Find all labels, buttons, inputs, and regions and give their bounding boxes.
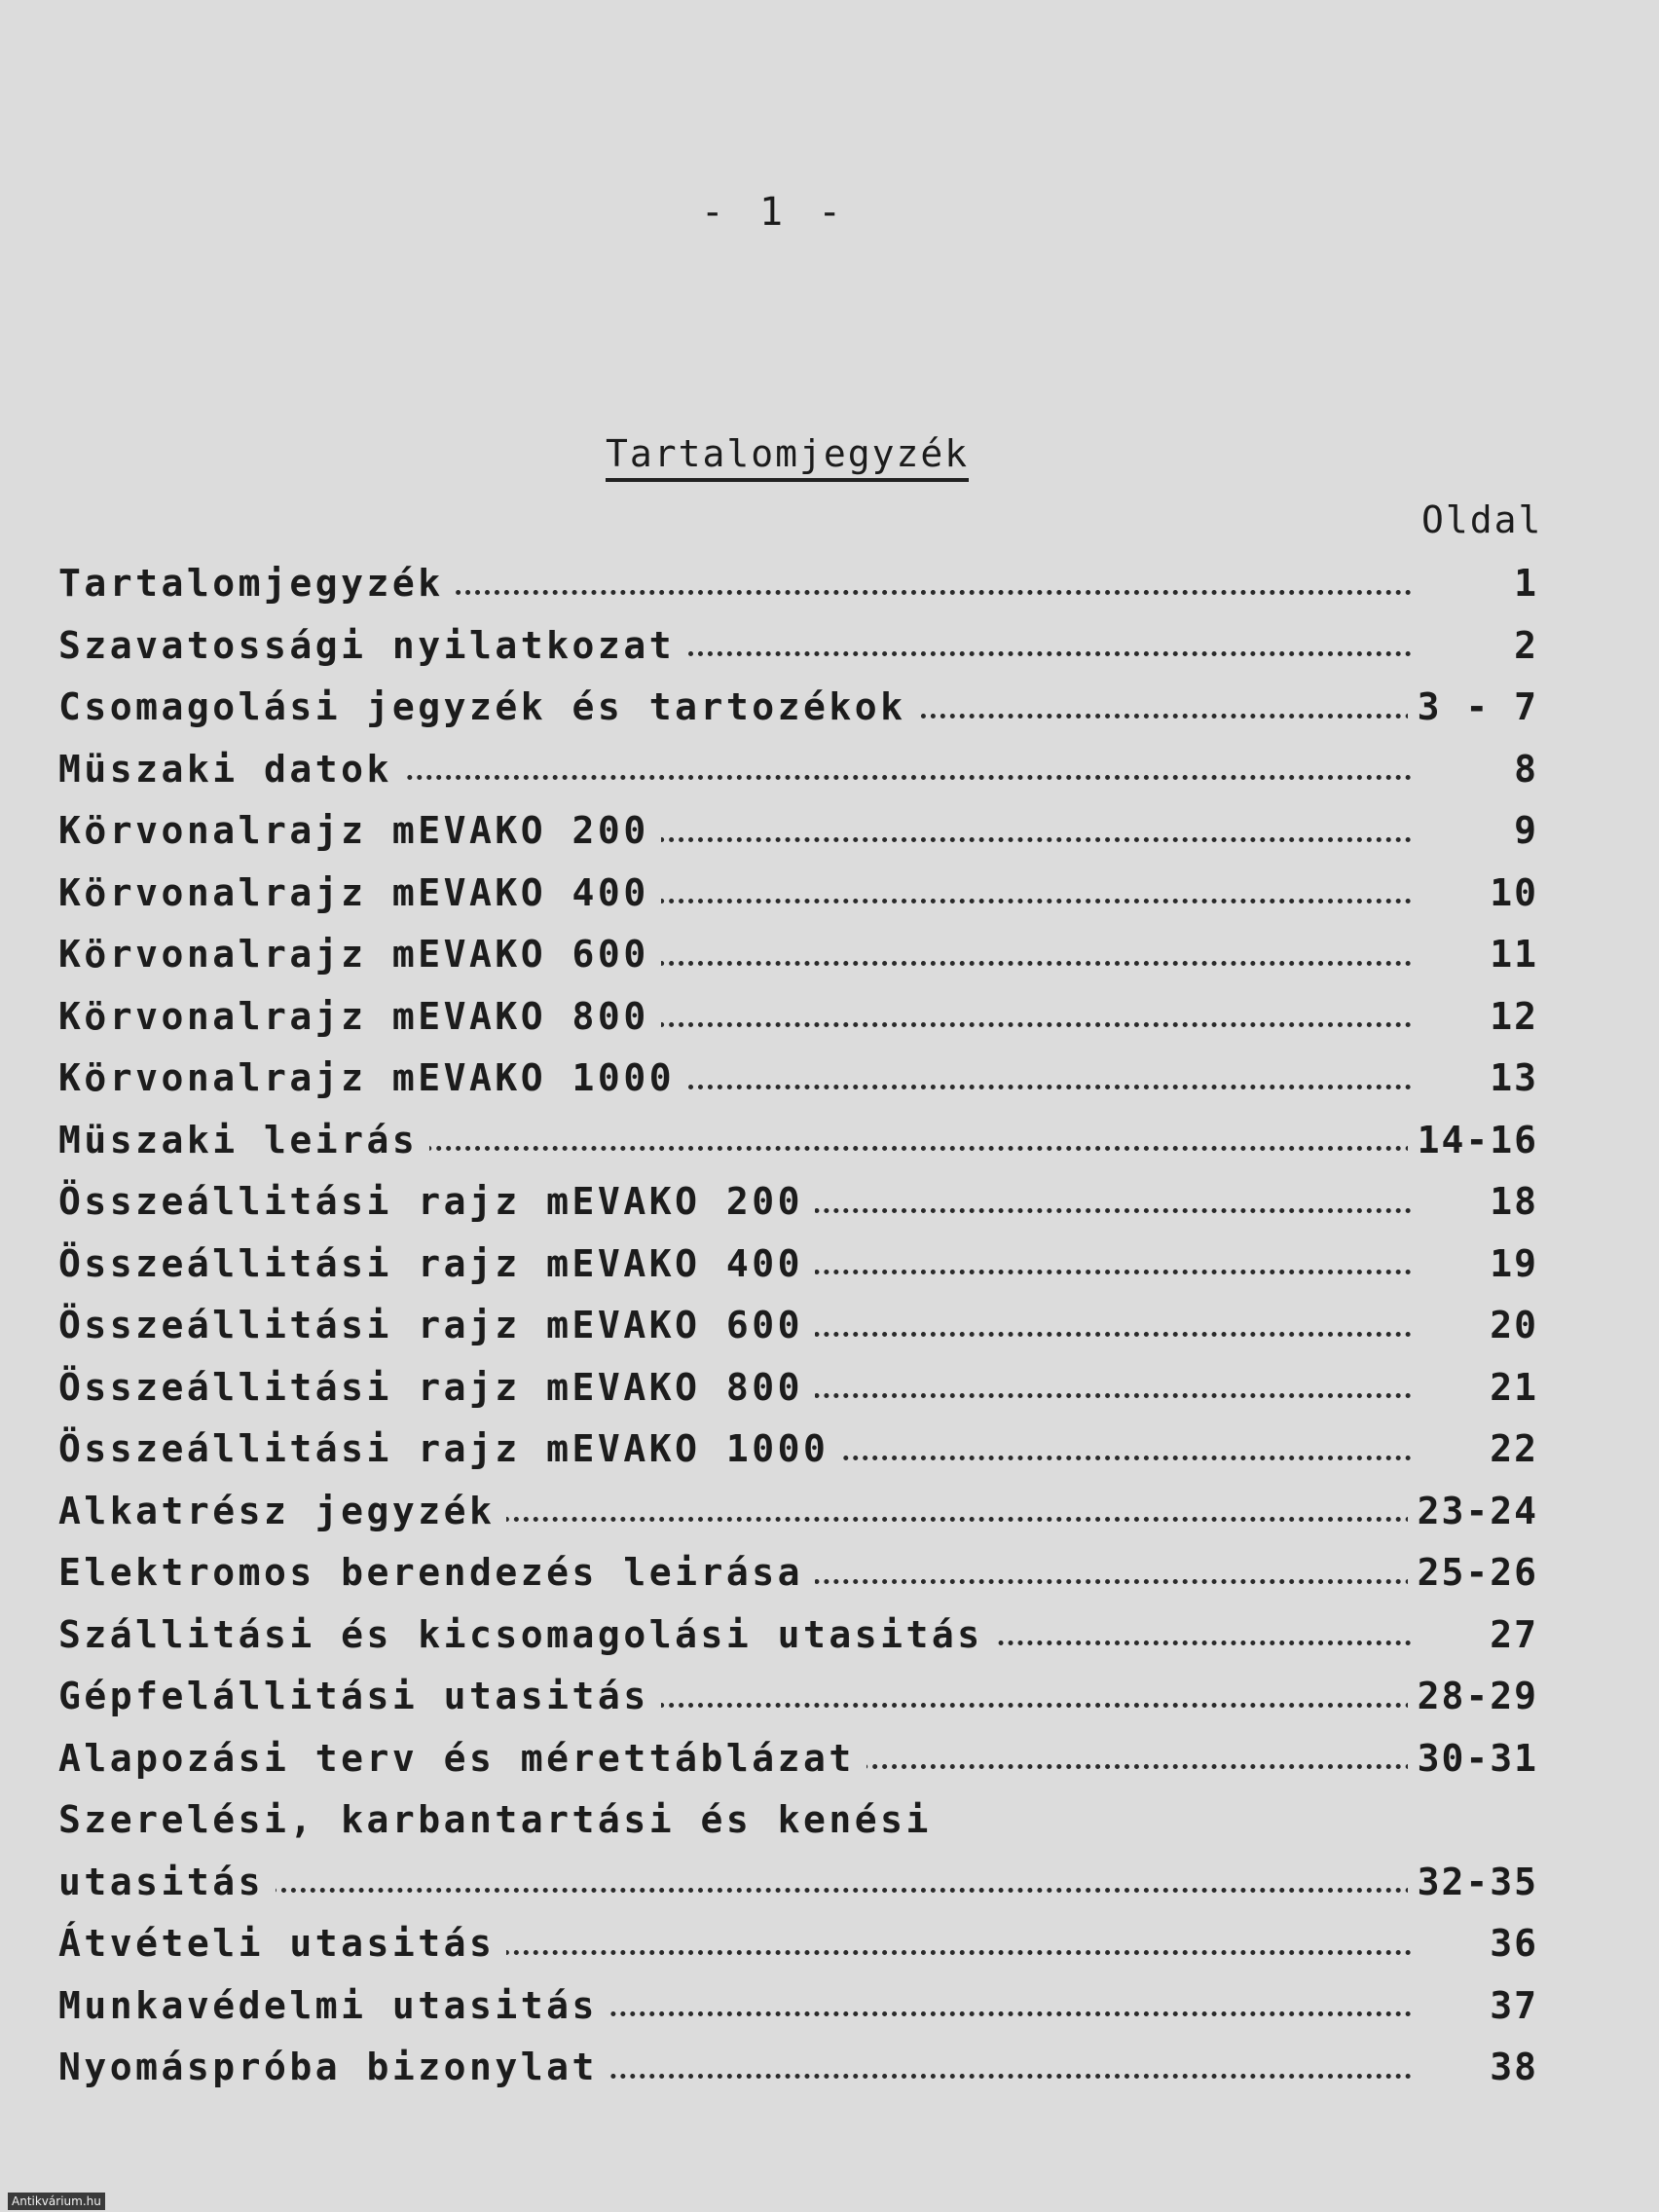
toc-entry-title: Átvételi utasitás bbox=[58, 1913, 506, 1975]
toc-entry-page: 2 bbox=[1412, 615, 1538, 678]
toc-entry bbox=[58, 1481, 1558, 1543]
toc-entry-title: Szerelési, karbantartási és kenési bbox=[58, 1789, 943, 1852]
toc-entry-title: Összeállitási rajz mEVAKO 600 bbox=[58, 1295, 815, 1357]
toc-entry bbox=[58, 1419, 1558, 1481]
toc-entry bbox=[58, 1728, 1558, 1790]
toc-entry-title: Elektromos berendezés leirása bbox=[58, 1542, 815, 1604]
toc-entry bbox=[58, 1048, 1558, 1110]
toc-entry bbox=[58, 553, 1558, 615]
toc-entry-page: 9 bbox=[1412, 800, 1538, 863]
toc-entry-title: Munkavédelmi utasitás bbox=[58, 1975, 609, 2038]
toc-entry-title: Körvonalrajz mEVAKO 400 bbox=[58, 863, 661, 925]
toc-entry bbox=[58, 1666, 1558, 1728]
toc-entry-title: Körvonalrajz mEVAKO 800 bbox=[58, 986, 661, 1049]
toc-entry bbox=[58, 986, 1558, 1049]
toc-entry-page: 1 bbox=[1412, 553, 1538, 615]
toc-entry bbox=[58, 1295, 1558, 1357]
toc-entry bbox=[58, 615, 1558, 678]
toc-entry-page: 25-26 bbox=[1408, 1542, 1538, 1604]
toc-entry-page: 32-35 bbox=[1408, 1852, 1538, 1914]
toc-entry bbox=[58, 1975, 1558, 2038]
toc-entry-page: 13 bbox=[1412, 1048, 1538, 1110]
toc-entry-title: Müszaki leirás bbox=[58, 1110, 429, 1172]
toc-entry-page: 22 bbox=[1412, 1419, 1538, 1481]
source-watermark: Antikvárium.hu bbox=[8, 2193, 105, 2210]
toc-entry bbox=[58, 863, 1558, 925]
toc-entry-title: Nyomáspróba bizonylat bbox=[58, 2037, 609, 2099]
table-of-contents bbox=[58, 553, 1558, 2099]
toc-entry-title: Körvonalrajz mEVAKO 1000 bbox=[58, 1048, 686, 1110]
toc-entry-page: 20 bbox=[1412, 1295, 1538, 1357]
toc-entry bbox=[58, 1604, 1558, 1667]
toc-entry-title: Szavatossági nyilatkozat bbox=[58, 615, 686, 678]
toc-entry-title: Szállitási és kicsomagolási utasitás bbox=[58, 1604, 995, 1667]
toc-entry bbox=[58, 1789, 1558, 1852]
toc-entry bbox=[58, 677, 1558, 739]
toc-entry-title: Körvonalrajz mEVAKO 200 bbox=[58, 800, 661, 863]
page-column-header: Oldal bbox=[1421, 498, 1543, 541]
toc-entry bbox=[58, 1542, 1558, 1604]
toc-entry bbox=[58, 1852, 1558, 1914]
toc-entry-page: 8 bbox=[1412, 739, 1538, 801]
toc-entry-page: 23-24 bbox=[1408, 1481, 1538, 1543]
toc-entry-title: Összeállitási rajz mEVAKO 200 bbox=[58, 1171, 815, 1234]
document-title: Tartalomjegyzék bbox=[606, 433, 969, 482]
toc-entry-page: 37 bbox=[1412, 1975, 1538, 2038]
toc-entry bbox=[58, 1357, 1558, 1419]
toc-entry bbox=[58, 2037, 1558, 2099]
toc-entry-title: Alapozási terv és mérettáblázat bbox=[58, 1728, 866, 1790]
toc-entry-page: 28-29 bbox=[1408, 1666, 1538, 1728]
toc-entry-page: 27 bbox=[1412, 1604, 1538, 1667]
toc-entry bbox=[58, 1913, 1558, 1975]
toc-entry-page: 3 - 7 bbox=[1408, 677, 1538, 739]
toc-entry bbox=[58, 1234, 1558, 1296]
toc-entry-title: Összeállitási rajz mEVAKO 800 bbox=[58, 1357, 815, 1419]
toc-entry-page: 38 bbox=[1412, 2037, 1538, 2099]
toc-entry-page: 36 bbox=[1412, 1913, 1538, 1975]
toc-entry-page: 11 bbox=[1412, 924, 1538, 986]
toc-entry-title: Körvonalrajz mEVAKO 600 bbox=[58, 924, 661, 986]
toc-entry-title: Tartalomjegyzék bbox=[58, 553, 456, 615]
page-number: - 1 - bbox=[700, 190, 848, 235]
toc-entry-title: Összeállitási rajz mEVAKO 1000 bbox=[58, 1419, 840, 1481]
toc-entry-title: Összeállitási rajz mEVAKO 400 bbox=[58, 1234, 815, 1296]
toc-entry bbox=[58, 924, 1558, 986]
toc-entry-page: 12 bbox=[1412, 986, 1538, 1049]
toc-entry bbox=[58, 1110, 1558, 1172]
toc-entry-title: Müszaki datok bbox=[58, 739, 404, 801]
toc-entry bbox=[58, 1171, 1558, 1234]
toc-entry-page: 14-16 bbox=[1408, 1110, 1538, 1172]
toc-entry-title: utasitás bbox=[58, 1852, 276, 1914]
toc-entry bbox=[58, 739, 1558, 801]
toc-entry bbox=[58, 800, 1558, 863]
toc-entry-page: 30-31 bbox=[1408, 1728, 1538, 1790]
toc-entry-page: 21 bbox=[1412, 1357, 1538, 1419]
toc-entry-title: Gépfelállitási utasitás bbox=[58, 1666, 661, 1728]
toc-entry-page: 19 bbox=[1412, 1234, 1538, 1296]
toc-entry-title: Csomagolási jegyzék és tartozékok bbox=[58, 677, 917, 739]
toc-entry-title: Alkatrész jegyzék bbox=[58, 1481, 506, 1543]
toc-entry-page: 10 bbox=[1412, 863, 1538, 925]
toc-entry-page: 18 bbox=[1412, 1171, 1538, 1234]
